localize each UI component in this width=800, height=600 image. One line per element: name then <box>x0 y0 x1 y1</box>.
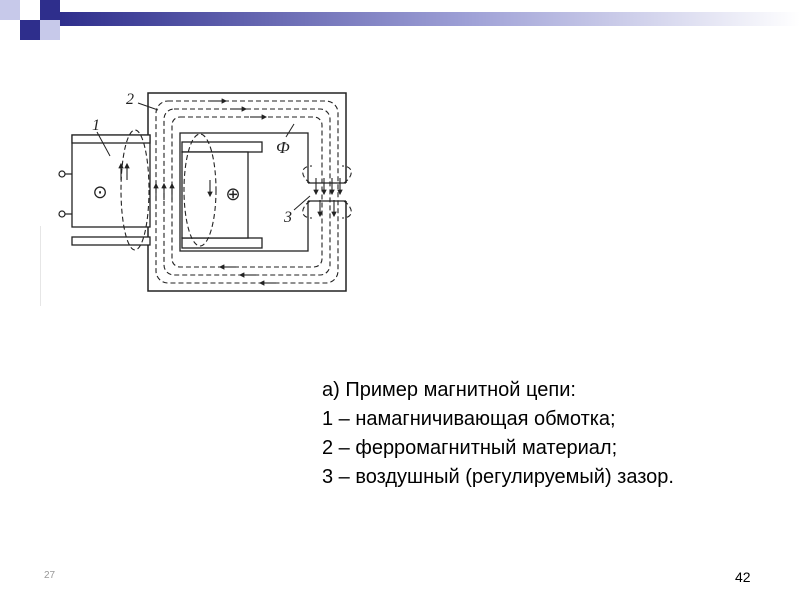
terminal-icon <box>59 211 65 217</box>
air-gap-region <box>306 183 348 201</box>
label-flux: Ф <box>276 138 290 157</box>
coil-1-bottom-flange <box>72 237 150 245</box>
inner-coil-bottom-flange <box>182 238 262 248</box>
deco-square <box>40 0 60 20</box>
slide-header-decoration <box>0 0 800 50</box>
deco-square <box>0 0 20 20</box>
current-in-symbol: ⊕ <box>225 184 241 205</box>
label-core: 2 <box>126 91 134 108</box>
deco-square <box>20 0 40 20</box>
caption-line: 2 – ферромагнитный материал; <box>322 437 618 459</box>
deco-square <box>40 20 60 40</box>
page-number: 42 <box>735 569 751 585</box>
footer-mark: 27 <box>44 570 56 581</box>
label-gap: 3 <box>284 209 292 226</box>
coil-1-top-flange <box>72 135 150 143</box>
caption-line: 3 – воздушный (регулируемый) зазор. <box>322 466 674 488</box>
inner-coil-top-flange <box>182 142 262 152</box>
magnetic-circuit-diagram <box>30 80 370 310</box>
terminal-icon <box>59 171 65 177</box>
figure-caption <box>322 376 792 492</box>
label-coil: 1 <box>92 117 100 134</box>
deco-square <box>0 20 20 40</box>
deco-square <box>20 20 40 40</box>
current-out-symbol: ⊙ <box>92 182 108 203</box>
coil-1 <box>72 135 150 227</box>
header-gradient-bar <box>60 12 800 26</box>
caption-line: 1 – намагничивающая обмотка; <box>322 408 616 430</box>
caption-line: а) Пример магнитной цепи: <box>322 379 576 401</box>
